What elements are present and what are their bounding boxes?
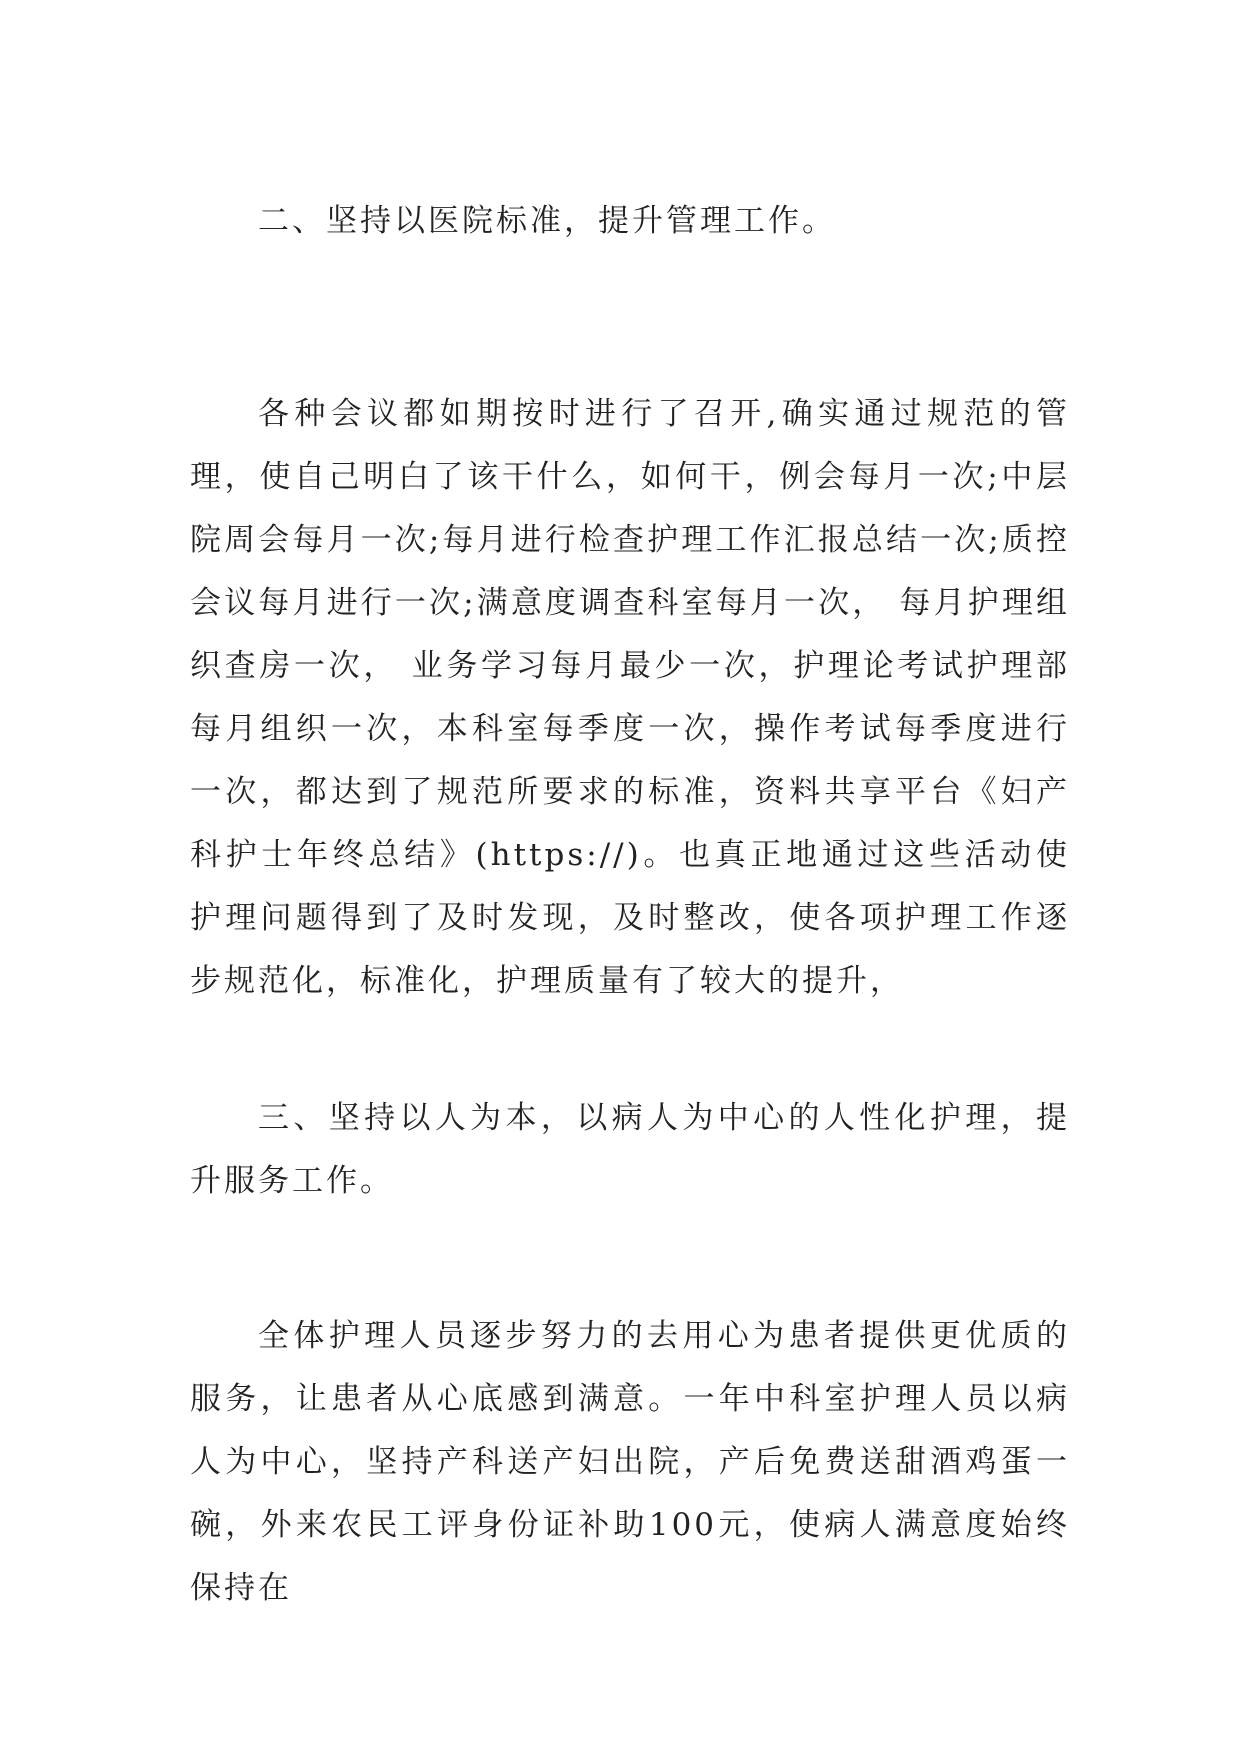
section-2-paragraph: 各种会议都如期按时进行了召开,确实通过规范的管理，使自己明白了该干什么，如何干，例会每月一次;中层院周会每月一次;每月进行检查护理工作汇报总结一次;质控会议每月进行一次;满意度调查科室每月一次， 每月护理组织查房一次， 业务学习每月最少一次，护理论考试护理部每月组织一次，本科室每季度一次，操作考试每季度进行一次，都达到了规范所要求的标准，资料共享平台《妇产科护士年终总结》(https://)。也真正地通过这些活动使护理问题得到了及时发现，及时整改，使各项护理工作逐步规范化，标准化，护理质量有了较大的提升， [190,396,1070,999]
section-3-paragraph: 全体护理人员逐步努力的去用心为患者提供更优质的服务，让患者从心底感到满意。一年中科室护理人员以病人为中心，坚持产科送产妇出院，产后免费送甜酒鸡蛋一碗，外来农民工评身份证补助100元，使病人满意度始终保持在 [190,1318,1070,1606]
section-2-heading: 二、坚持以医院标准，提升管理工作。 [258,203,836,239]
section-3-heading: 三、坚持以人为本，以病人为中心的人性化护理，提升服务工作。 [190,1100,1070,1199]
